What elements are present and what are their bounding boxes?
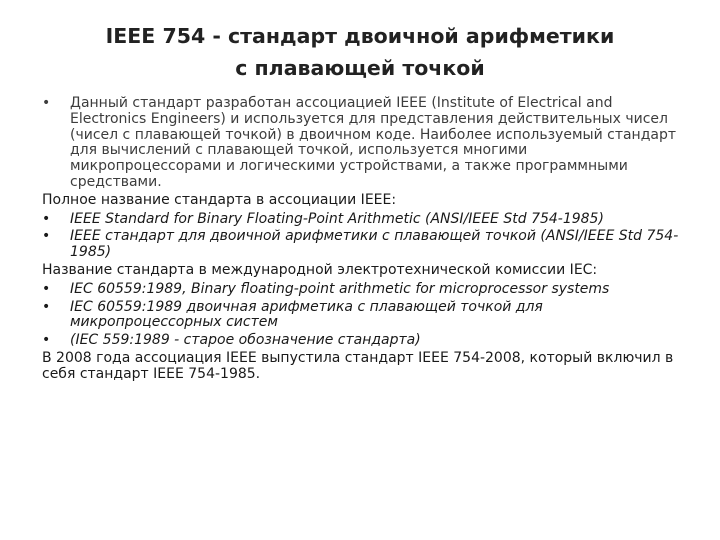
list-item bbox=[42, 212, 682, 228]
bullet-marker: • bbox=[42, 95, 51, 111]
iec-item-1: IEC 60559:1989, Binary floating-point arithmetic for microprocessor systems bbox=[70, 280, 610, 297]
slide-title bbox=[40, 20, 680, 84]
iec-heading: Название стандарта в международной электротехнической комиссии IEC: bbox=[42, 261, 598, 278]
bullet-marker: • bbox=[42, 332, 51, 349]
intro-bullet bbox=[42, 96, 682, 191]
title-line-1: IEEE 754 - стандарт двоичной арифметики bbox=[105, 24, 615, 48]
list-item bbox=[42, 229, 682, 261]
bullet-marker: • bbox=[42, 280, 51, 297]
list-item bbox=[42, 300, 682, 332]
bullet-marker: • bbox=[42, 228, 51, 245]
iec-item-3: (IEC 559:1989 - старое обозначение стандарта) bbox=[70, 332, 421, 349]
slide-body bbox=[42, 96, 682, 386]
ieee-item-1: IEEE Standard for Binary Floating-Point Arithmetic (ANSI/IEEE Std 754-1985) bbox=[70, 210, 604, 227]
bullet-marker: • bbox=[42, 210, 51, 227]
closing-paragraph: В 2008 года ассоциация IEEE выпустила стандарт IEEE 754-2008, который включил в себя стандарт IEEE 754-1985. bbox=[42, 349, 674, 382]
list-item bbox=[42, 282, 682, 298]
list-item bbox=[42, 333, 682, 349]
iec-item-2: IEC 60559:1989 двоичная арифметика с плавающей точкой для микропроцессорных систем bbox=[70, 298, 543, 331]
intro-text: Данный стандарт разработан ассоциацией IEEE (Institute of Electrical and Electronics Engineers) и используется для представления действительных чисел (чисел с плавающей точкой) в двоичном коде. Наиболее используемый стандарт для вычислений с плавающей точкой, используется многими микропроцессорами и логическими устройствами, а также программными средствами. bbox=[70, 95, 677, 190]
ieee-heading: Полное название стандарта в ассоциации IEEE: bbox=[42, 191, 397, 208]
title-line-2: с плавающей точкой bbox=[235, 56, 485, 80]
ieee-item-2: IEEE стандарт для двоичной арифметики с плавающей точкой (ANSI/IEEE Std 754-1985) bbox=[70, 228, 679, 261]
bullet-marker: • bbox=[42, 298, 51, 315]
